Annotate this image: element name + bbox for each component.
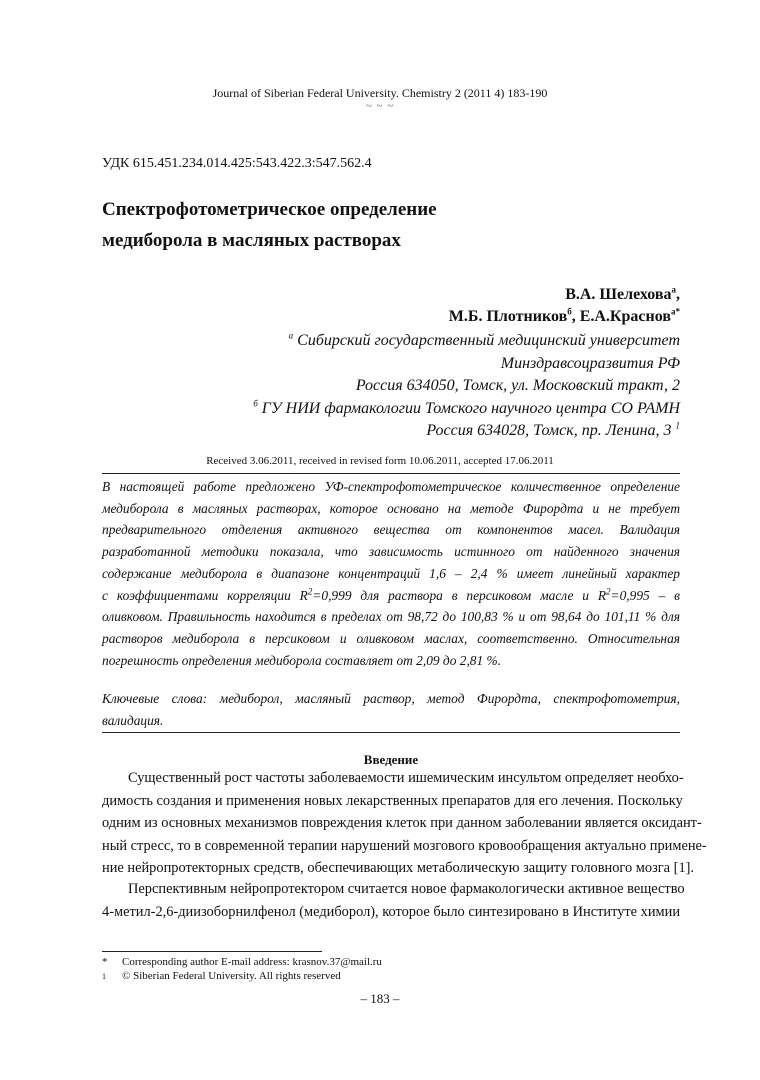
- abstract-line: предварительного отделения активного вещества от компонентов масел. Валидация: [102, 522, 680, 538]
- abstract-bottom-rule: [102, 732, 680, 733]
- title-line-1: Спектрофотометрическое определение: [102, 199, 437, 220]
- affiliation-b-line-1: [253, 398, 680, 421]
- abstract-line: В настоящей работе предложено УФ-спектрофотометрическое количественное определение: [102, 479, 680, 494]
- paragraph-line: ный стресс, то в современной терапии нарушений мозгового кровообращения актуально примене-: [102, 837, 707, 854]
- footnote-text: © Siberian Federal University. All rights reserved: [122, 969, 341, 982]
- keywords-line-1: Ключевые слова: медиборол, масляный раствор, метод Фирордта, спектрофотометрия,: [102, 691, 680, 706]
- paper-title: [102, 194, 437, 256]
- abstract-line-formula: [102, 585, 680, 607]
- abstract-text: с коэффициентами корреляции R: [102, 587, 308, 603]
- footnote-mark: 1: [102, 971, 106, 981]
- affiliation-b-address: Россия 634028, Томск, пр. Ленина, 3: [426, 422, 676, 439]
- abstract-line: погрешность определения медиборола составляет от 2,09 до 2,81 %.: [102, 652, 502, 668]
- abstract-line: содержание медиборола в диапазоне концентраций 1,6 – 2,4 % имеет линейный характер: [102, 565, 680, 581]
- footnote-text: Corresponding author E-mail address: krasnov.37@mail.ru: [122, 956, 382, 968]
- author-1: В.А. Шелехова: [565, 286, 672, 303]
- superscript: 2: [307, 586, 313, 597]
- title-line-2: медиборола в масляных растворах: [102, 230, 401, 251]
- footnote-ref-1: 1: [675, 420, 680, 431]
- page-number: – 183 –: [360, 991, 400, 1006]
- paragraph-2: [102, 878, 685, 923]
- author-1-affil-mark: а: [671, 284, 676, 295]
- footnotes: [102, 956, 382, 983]
- author-line-2: [449, 306, 680, 328]
- abstract-line: разработанной методики показала, что зависимость истинного от найденного значения: [102, 544, 680, 560]
- udk-code: УДК 615.451.234.014.425:543.422.3:547.562.4: [102, 156, 372, 171]
- author-2-affil-mark: б: [567, 306, 572, 317]
- paragraph-1: [102, 767, 707, 880]
- section-heading: Введение: [363, 752, 419, 767]
- abstract-top-rule: [102, 473, 680, 474]
- affiliation-a-mark: а: [288, 330, 294, 341]
- affiliation-a-line-3: Россия 634050, Томск, ул. Московский тракт, 2: [355, 377, 680, 394]
- abstract-line: растворов медиборола в персиковом и оливковом маслах, соответственно. Относительная: [102, 630, 680, 646]
- footnote-corresponding: [102, 956, 382, 970]
- author-3: Е.А.Краснов: [579, 308, 671, 325]
- abstract-line: медиборола в масляных растворах, которое основано на методе Фирордта и не требует: [102, 500, 680, 516]
- abstract: [102, 476, 680, 671]
- superscript: 2: [606, 586, 611, 597]
- abstract-text: =0,995 – в: [610, 587, 680, 603]
- author-3-affil-mark: а*: [671, 306, 680, 317]
- received-dates: Received 3.06.2011, received in revised form 10.06.2011, accepted 17.06.2011: [206, 455, 554, 467]
- affiliation-a-line-2: Минздравсоцразвития РФ: [500, 354, 680, 372]
- author-2: М.Б. Плотников: [448, 308, 568, 325]
- header-ornament: ~ ~ ~: [365, 100, 395, 112]
- affiliation-b-mark: б: [253, 398, 258, 409]
- abstract-text: =0,999 для раствора в персиковом масле и R: [312, 587, 607, 603]
- paragraph-line: 4-метил-2,6-диизоборнилфенол (медиборол), которое было синтезировано в Институте химии: [102, 903, 681, 920]
- paragraph-line: ние нейропротекторных средств, обеспечивающих метаболическую защиту головного мозга [1].: [102, 860, 695, 876]
- paragraph-line: Перспективным нейропротектором считается новое фармакологически активное вещество: [128, 881, 685, 897]
- affiliation-b-line-2: [253, 420, 680, 443]
- paragraph-line: димость создания и применения новых лекарственных препаратов для его лечения. Поскольку: [102, 792, 683, 809]
- paragraph-line: Существенный рост частоты заболеваемости ишемическим инсультом определяет необхо-: [128, 770, 684, 786]
- author-line-1: [449, 284, 680, 306]
- keywords: [102, 688, 680, 731]
- footnote-copyright: [102, 970, 382, 984]
- keywords-line-2: валидация.: [102, 712, 164, 728]
- author-list: [449, 284, 680, 328]
- author-separator: ,: [571, 308, 580, 325]
- paragraph-line: одним из основных механизмов повреждения клеток при данном заболевании является оксидант-: [102, 815, 702, 831]
- footnote-rule: [102, 951, 322, 952]
- footnote-mark: *: [102, 956, 108, 968]
- abstract-line: оливковом. Правильность находится в пределах от 98,72 до 100,83 % и от 98,64 до 101,11 % для: [102, 609, 680, 625]
- affiliation-a-text: Сибирский государственный медицинский университет: [293, 332, 680, 349]
- affiliations: [253, 330, 680, 443]
- affiliation-b-text: ГУ НИИ фармакологии Томского научного центра СО РАМН: [257, 399, 680, 417]
- journal-header: Journal of Siberian Federal University. Chemistry 2 (2011 4) 183-190: [212, 86, 548, 100]
- author-separator: ,: [676, 286, 680, 303]
- affiliation-a-line-1: [253, 330, 680, 353]
